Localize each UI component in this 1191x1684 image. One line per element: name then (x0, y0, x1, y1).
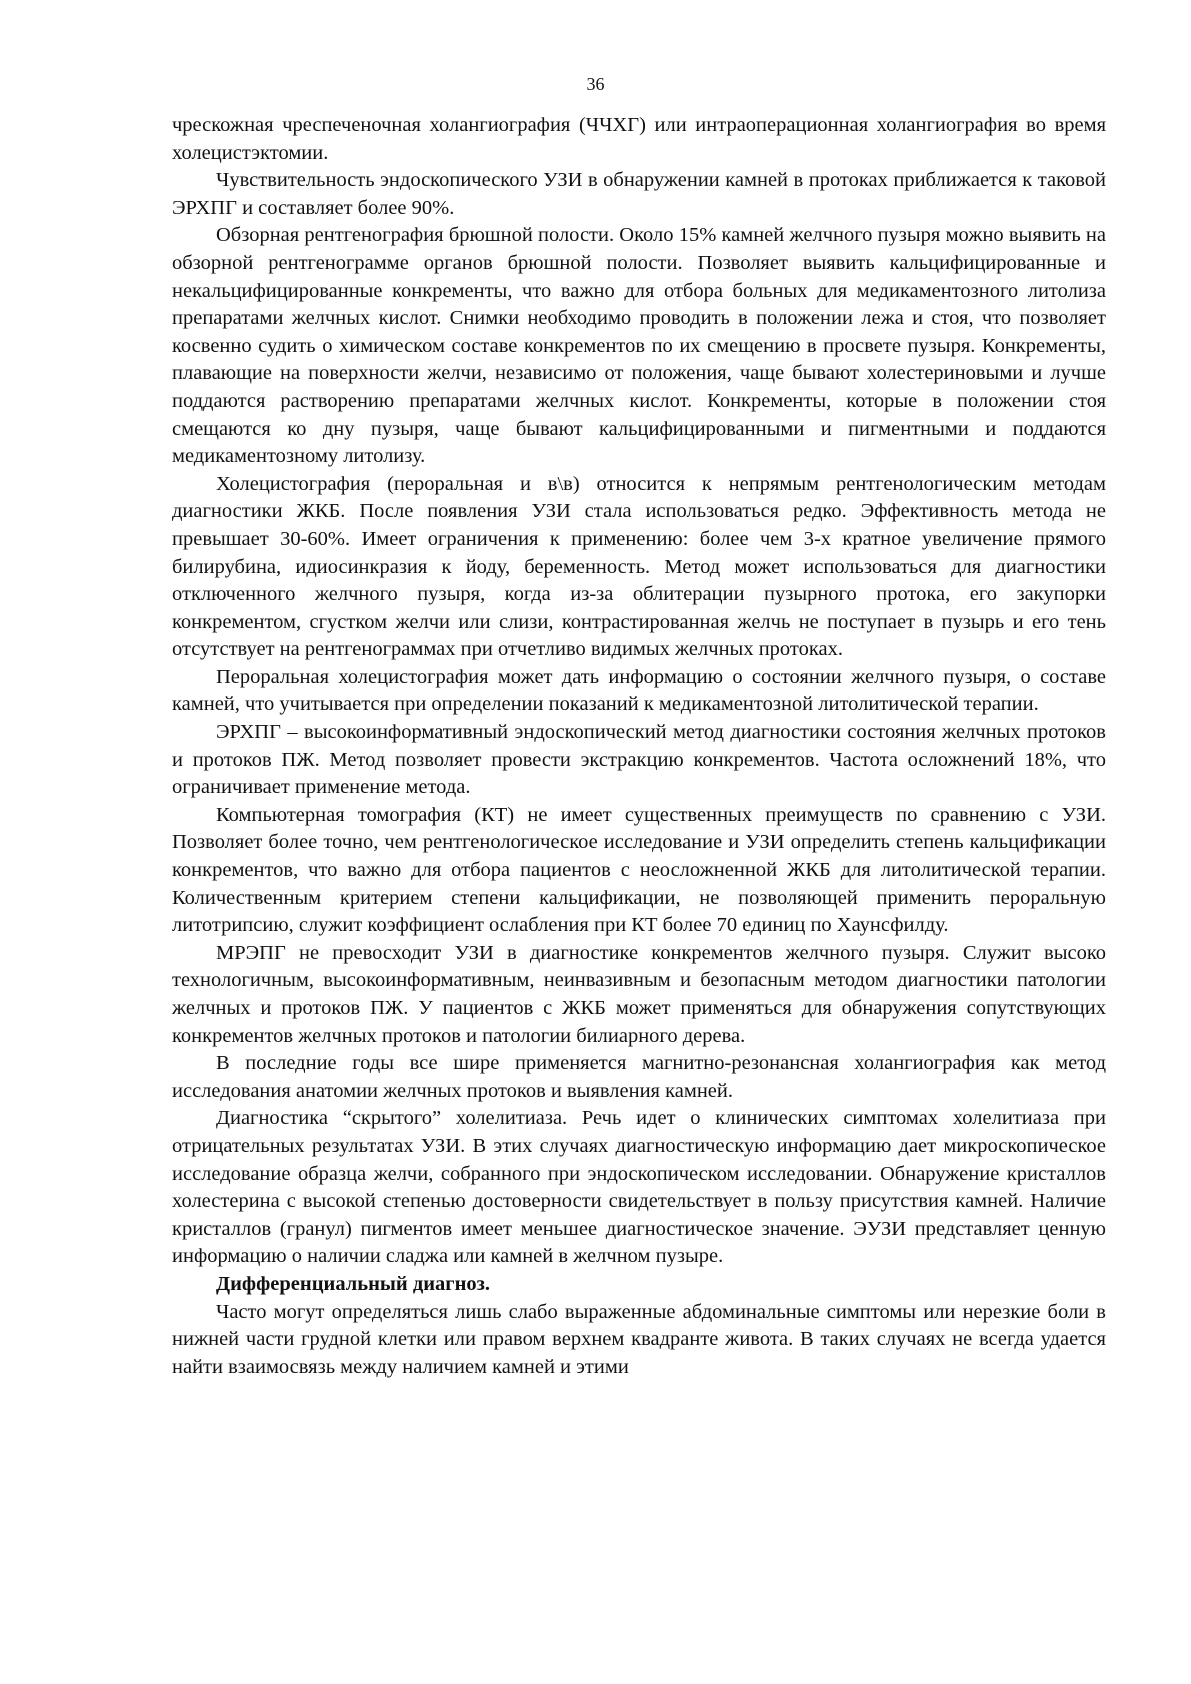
paragraph-ercp-continuation: чрескожная чреспеченочная холангиография (ЧЧХГ) или интраоперационная холангиография во время холецистэктомии. (172, 114, 1106, 164)
paragraph-plain-radiography: Обзорная рентгенография брюшной полости. Около 15% камней желчного пузыря можно выявить на обзорной рентгенограмме органов брюшной полости. Позволяет выявить кальцифицированные и некальцифицированные конкременты, что важно для отбора больных для медикаментозного литолиза препаратами желчных кислот. Снимки необходимо проводить в положении лежа и стоя, что позволяет косвенно судить о химическом составе конкрементов по их смещению в просвете пузыря. Конкременты, плавающие на поверхности желчи, независимо от положения, чаще бывают холестериновыми и лучше поддаются растворению препаратами желчных кислот. Конкременты, которые в положении стоя смещаются ко дну пузыря, чаще бывают кальцифицированными и пигментными и поддаются медикаментозному литолизу. (172, 224, 1106, 468)
paragraph-ct: Компьютерная томография (КТ) не имеет существенных преимуществ по сравнению с УЗИ. Позволяет более точно, чем рентгенологическое исследование и УЗИ определить степень кальцификации конкрементов, что важно для отбора пациентов с неосложненной ЖКБ для литолитической терапии. Количественным критерием степени кальцификации, не позволяющей применить пероральную литотрипсию, служит коэффициент ослабления при КТ более 70 единиц по Хаунсфилду. (172, 803, 1106, 937)
paragraph-mrcp: МРЭПГ не превосходит УЗИ в диагностике конкрементов желчного пузыря. Служит высоко технологичным, высокоинформативным, неинвазивным и безопасным методом диагностики патологии желчных и протоков ПЖ. У пациентов с ЖКБ может применяться для обнаружения сопутствующих конкрементов желчных протоков и патологии билиарного дерева. (172, 941, 1106, 1047)
document-body (172, 112, 1106, 1381)
paragraph-cholecystography: Холецистография (пероральная и в\в) относится к непрямым рентгенологическим методам диагностики ЖКБ. После появления УЗИ стала использоваться редко. Эффективность метода не превышает 30-60%. Имеет ограничения к применению: более чем 3-х кратное увеличение прямого билирубина, идиосинкразия к йоду, беременность. Метод может использоваться для диагностики отключенного желчного пузыря, когда из-за облитерации пузырного протока, его закупорки конкрементом, сгустком желчи или слизи, контрастированная желчь не поступает в пузырь и его тень отсутствует на рентгенограммах при отчетливо видимых желчных протоках. (172, 472, 1106, 661)
paragraph-ercp: ЭРХПГ – высокоинформативный эндоскопический метод диагностики состояния желчных протоков и протоков ПЖ. Метод позволяет провести экстракцию конкрементов. Частота осложнений 18%, что ограничивает применение метода. (172, 721, 1106, 799)
paragraph-differential-diagnosis: Часто могут определяться лишь слабо выраженные абдоминальные симптомы или нерезкие боли в нижней части грудной клетки или правом верхнем квадранте живота. В таких случаях не всегда удается найти взаимосвязь между наличием камней и этими (172, 1300, 1106, 1378)
paragraph-hidden-cholelithiasis: Диагностика “скрытого” холелитиаза. Речь идет о клинических симптомах холелитиаза при отрицательных результатах УЗИ. В этих случаях диагностическую информацию дает микроскопическое исследование образца желчи, собранного при эндоскопическом исследовании. Обнаружение кристаллов холестерина с высокой степенью достоверности свидетельствует в пользу присутствия камней. Наличие кристаллов (гранул) пигментов имеет меньшее диагностическое значение. ЭУЗИ представляет ценную информацию о наличии сладжа или камней в желчном пузыре. (172, 1107, 1106, 1268)
page-number: 36 (586, 74, 605, 94)
section-heading-differential-diagnosis: Дифференциальный диагноз. (216, 1272, 491, 1295)
paragraph-mr-cholangiography: В последние годы все шире применяется магнитно-резонансная холангиография как метод исследования анатомии желчных протоков и выявления камней. (172, 1052, 1106, 1102)
paragraph-endoscopic-us: Чувствительность эндоскопического УЗИ в обнаружении камней в протоках приближается к таковой ЭРХПГ и составляет более 90%. (172, 169, 1106, 219)
paragraph-oral-cholecystography: Пероральная холецистография может дать информацию о состоянии желчного пузыря, о составе камней, что учитывается при определении показаний к медикаментозной литолитической терапии. (172, 665, 1106, 716)
